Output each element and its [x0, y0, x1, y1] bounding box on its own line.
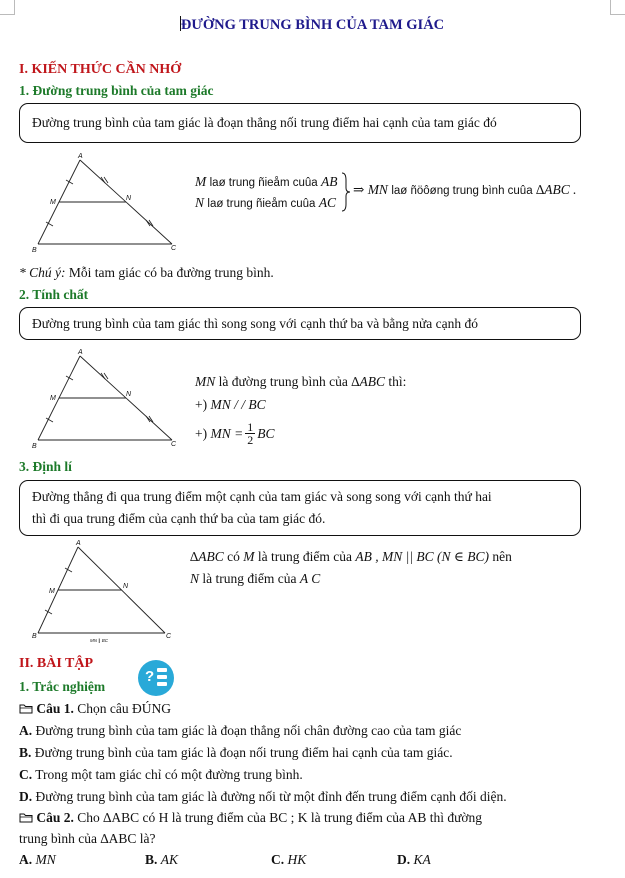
label-m: M — [49, 588, 55, 595]
cond2-seg: AC — [318, 195, 337, 210]
page-title: ĐƯỜNG TRUNG BÌNH CỦA TAM GIÁC — [180, 17, 445, 33]
label-c: C — [166, 633, 172, 640]
fraction-numerator: 1 — [247, 420, 254, 434]
label-n: N — [126, 195, 132, 202]
q2-option-a[interactable] — [19, 852, 56, 868]
cond1-text: laø trung ñieåm cuûa — [209, 177, 318, 189]
q2-label: Câu 2. — [36, 810, 74, 825]
q2-line-2: trung bình của ∆ABC là? — [19, 831, 156, 846]
subheading-properties: 2. Tính chất — [19, 287, 89, 302]
option-key: A. — [19, 723, 33, 738]
prop-intro-triangle: ∆ABC — [351, 374, 385, 389]
prop-intro-end: thì: — [388, 374, 407, 389]
thm-t1: có — [227, 549, 240, 564]
label-n: N — [123, 583, 129, 590]
note-label: * Chú ý: — [19, 265, 66, 280]
prop-intro-text: là đường trung bình của — [218, 374, 348, 389]
midline-conditions — [195, 172, 338, 214]
prop2-prefix: +) — [195, 425, 208, 441]
q2-option-d[interactable] — [397, 852, 431, 868]
quiz-badge-line — [157, 668, 167, 672]
property-intro — [195, 374, 406, 390]
option-text: Đường trung bình của tam giác là đoạn nối trung điểm hai cạnh của tam giác. — [34, 745, 453, 760]
option-key: C. — [271, 852, 285, 867]
quiz-badge-line — [157, 675, 167, 679]
label-m: M — [50, 199, 56, 206]
theorem-line-2: thì đi qua trung điểm của cạnh thứ ba của tam giác đó. — [32, 511, 326, 526]
section-heading-theory: I. KIẾN THỨC CẦN NHỚ — [19, 62, 182, 77]
thm-triangle: ∆ABC — [190, 549, 224, 564]
label-n: N — [126, 391, 132, 398]
corner-mark-top-right — [610, 0, 625, 15]
cond2-text: laø trung ñieåm cuûa — [207, 198, 316, 210]
label-b: B — [32, 443, 37, 450]
corner-mark-top-left — [0, 0, 15, 15]
concl-var: MN — [367, 182, 388, 197]
theorem-box — [19, 480, 581, 536]
prop1-prefix: +) — [195, 397, 208, 412]
option-text: HK — [287, 852, 307, 867]
prop1-math: MN / / BC — [210, 397, 266, 412]
q1-option-b[interactable] — [19, 745, 453, 761]
folder-icon — [19, 703, 33, 714]
prop2-lhs: MN = — [210, 425, 244, 441]
q1-option-c[interactable] — [19, 767, 303, 783]
property-parallel — [195, 397, 266, 413]
prop2-rhs: BC — [257, 425, 275, 441]
figure-triangle-midline-1 — [28, 150, 177, 254]
thm-t3: nên — [492, 549, 512, 564]
option-key: A. — [19, 852, 33, 867]
q1-label: Câu 1. — [36, 701, 74, 716]
note — [19, 265, 274, 281]
thm-t2: là trung điểm của — [257, 549, 352, 564]
quiz-badge-symbol: ? — [145, 668, 155, 685]
thm-s2: A C — [299, 571, 321, 586]
question-1 — [19, 701, 171, 717]
q2-option-b[interactable] — [145, 852, 178, 868]
subheading-theorem: 3. Định lí — [19, 459, 72, 474]
property-half-length — [195, 421, 275, 446]
thm-v3: N — [190, 571, 200, 586]
thm-v1: M — [243, 549, 255, 564]
question-2 — [19, 810, 482, 826]
cond1-seg: AB — [321, 174, 338, 189]
thm-v2: MN || BC (N ∈ BC) — [381, 549, 490, 564]
q2-option-c[interactable] — [271, 852, 306, 868]
option-text: MN — [35, 852, 56, 867]
concl-text: laø ñöôøng trung bình cuûa — [391, 185, 533, 197]
brace-icon — [341, 172, 351, 212]
option-key: D. — [397, 852, 411, 867]
midline-conclusion — [353, 182, 577, 198]
label-a: A — [78, 153, 83, 160]
definition-text: Đường trung bình của tam giác là đoạn thẳng nối trung điểm hai cạnh của tam giác đó — [32, 115, 497, 130]
label-a: A — [76, 540, 81, 547]
option-key: B. — [145, 852, 158, 867]
quiz-badge-icon — [138, 660, 174, 696]
tick-mark — [65, 568, 72, 572]
note-text: Mỗi tam giác có ba đường trung bình. — [68, 265, 274, 280]
q1-option-a[interactable] — [19, 723, 461, 739]
figure-triangle-theorem — [28, 537, 178, 647]
q1-option-d[interactable] — [19, 789, 507, 805]
definition-box — [19, 103, 581, 143]
concl-triangle: ∆ABC . — [535, 182, 577, 197]
subheading-multiple-choice: 1. Trắc nghiệm — [19, 679, 106, 694]
quiz-badge-line — [157, 682, 167, 686]
option-text: AK — [160, 852, 179, 867]
option-key: C. — [19, 767, 33, 782]
label-a: A — [78, 349, 83, 356]
label-b: B — [32, 247, 37, 254]
option-key: B. — [19, 745, 32, 760]
option-text: Đường trung bình của tam giác là đường nối từ một đỉnh đến trung điểm cạnh đối diện. — [35, 789, 507, 804]
theorem-line-1: Đường thẳng đi qua trung điểm một cạnh của tam giác và song song với cạnh thứ hai — [32, 489, 492, 504]
cond2-var: N — [195, 195, 205, 210]
fraction-one-half — [245, 421, 255, 446]
cond1-var: M — [195, 174, 207, 189]
property-box — [19, 307, 581, 340]
section-heading-exercises: II. BÀI TẬP — [19, 656, 94, 671]
option-text: Trong một tam giác chỉ có một đường trung bình. — [35, 767, 303, 782]
subheading-definition: 1. Đường trung bình của tam giác — [19, 83, 214, 98]
option-text: KA — [413, 852, 431, 867]
folder-icon — [19, 812, 33, 823]
figure-caption: MN ∥ BC — [90, 638, 108, 643]
implies-symbol: ⇒ — [353, 182, 365, 197]
option-text: Đường trung bình của tam giác là đoạn thẳng nối chân đường cao của tam giác — [35, 723, 462, 738]
q2-line-1: Cho ∆ABC có H là trung điểm của BC ; K là trung điểm của AB thì đường — [77, 810, 483, 825]
label-b: B — [32, 633, 37, 640]
fraction-denominator: 2 — [247, 433, 254, 447]
label-m: M — [50, 395, 56, 402]
thm-s1: AB , — [355, 549, 379, 564]
q1-text: Chọn câu ĐÚNG — [77, 701, 172, 716]
theorem-statement — [190, 546, 590, 590]
label-c: C — [171, 245, 177, 252]
figure-triangle-midline-2 — [28, 346, 177, 450]
prop-intro-var: MN — [195, 374, 216, 389]
thm-t4: là trung điểm của — [202, 571, 297, 586]
property-text: Đường trung bình của tam giác thì song song với cạnh thứ ba và bằng nửa cạnh đó — [32, 315, 479, 331]
option-key: D. — [19, 789, 33, 804]
label-c: C — [171, 441, 177, 448]
